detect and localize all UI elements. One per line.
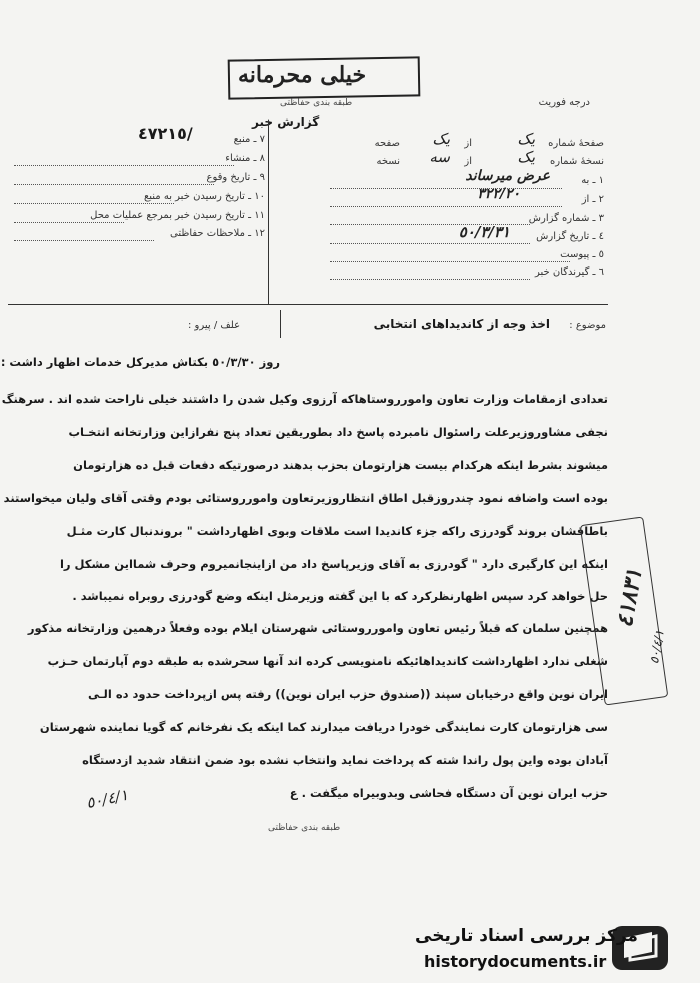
field-from-line <box>330 206 562 207</box>
body-line-9: شغلی ندارد اظهارداشت کاندیداهائیکه نامنویسی کرده اند آنها سحرشده به طبقه دوم آپارتمان حـزب <box>47 654 608 668</box>
field-copy-end: نسخه <box>376 156 400 167</box>
body-line-13: حزب ایران نوین آن دستگاه فحاشی وبدوبیراه میگفت . ع <box>289 786 608 800</box>
field-page-mid: از <box>464 138 472 149</box>
field-page-value: یک <box>517 130 535 148</box>
subject-label: موضوع : <box>569 320 606 331</box>
field-copy-label: نسخهٔ شماره <box>550 156 604 167</box>
subject-divider <box>280 310 281 338</box>
receipt-stamp-number: ٤١٨٣١ <box>611 566 648 630</box>
body-line-10: ایران نوین واقع درخیابان سپند ((صندوق حزب ایران نوین)) رفته پس ازپرداخت حدود ده الـی <box>87 687 608 701</box>
field-report-date-line <box>330 243 530 244</box>
body-line-12: آبادان بوده واین پول راندا شته که پرداخت نماید وانتخاب نشده بود ضمن انتقاد شدید ازدستگاه <box>82 753 608 767</box>
subject-text: اخذ وجه از کاندیداهای انتخابی <box>373 317 550 331</box>
field-local-date-line <box>14 222 124 223</box>
field-page-label: صفحهٔ شماره <box>548 138 604 149</box>
body-line-6: اینکه این کارگیری دارد " گودرزی به آقای وزیرپاسخ داد من ازاینجانمیروم وحرف شمااین مشکل را <box>59 557 608 571</box>
body-line-2: نجفی مشاوروزیرعلت راسئوال نامبرده پاسخ داد بطوریقین تعداد پنج نفرازاین وزارتخانه انتخـاب <box>68 425 608 439</box>
field-source-label: ٧ ـ منبع <box>233 134 265 145</box>
header-column-divider <box>268 120 269 304</box>
field-news-date-label: ١٠ ـ تاریخ رسیدن خبر به منبع <box>143 191 265 202</box>
field-local-date-label: ١١ ـ تاریخ رسیدن خبر بمرجع عملیات محل <box>90 210 265 221</box>
body-line-0: روز ٥٠/٣/٣٠ بکتاش مدیرکل خدمات اظهار داشت : <box>0 355 280 369</box>
footer-classification-label: طبقه بندی حفاظتی <box>268 823 341 833</box>
field-copy-mid: از <box>464 156 472 167</box>
header-divider <box>8 304 608 305</box>
field-from-value: ٣٢٢/٢٠ <box>477 186 520 202</box>
brand-website[interactable]: historydocuments.ir <box>424 952 607 971</box>
field-from-label: ٢ ـ از <box>581 194 604 205</box>
field-copy-of: سه <box>429 148 450 166</box>
body-line-7: حل خواهد کرد سپس اظهارنظرکرد که با این گفته وزیرمثل اینکه وضع گودرزی روبراه نمیباشد . <box>72 589 608 603</box>
classification-stamp-subtitle: طبقه بندی حفاظتی <box>280 98 353 108</box>
field-event-date-line <box>14 184 214 185</box>
body-line-3: میشوند بشرط اینکه هرکدام بیست هزارتومان بحزب بدهند درصورتیکه دفعات قبل ده هزارتومان <box>73 458 608 472</box>
receipt-stamp-date: ٥٠/٤/١ <box>647 629 667 665</box>
field-report-date-value: ٥٠/٣/٣١ <box>458 223 510 241</box>
field-to-value: عرض میرساند <box>465 168 550 184</box>
priority-label: درجه فوریت <box>538 97 590 108</box>
field-report-date-label: ٤ ـ تاریخ گزارش <box>536 231 604 242</box>
field-to-line <box>330 188 562 189</box>
field-recipients-line <box>330 279 530 280</box>
field-origin-label: ٨ ـ منشاء <box>225 153 265 164</box>
field-origin-line <box>14 165 234 166</box>
classification-stamp-title: خیلی محرمانه <box>238 62 367 88</box>
field-news-date-line <box>14 203 174 204</box>
body-line-11: سی هزارتومان کارت نمایندگی خودرا دریافت میدارند کما اینکه یک نفرخانم که گویا نماینده شهرستان <box>39 720 608 734</box>
field-attachment-label: ٥ ـ پیوست <box>560 249 604 260</box>
field-security-notes-line <box>14 240 154 241</box>
field-page-end: صفحه <box>374 138 400 149</box>
field-copy-value: یک <box>517 148 535 166</box>
field-recipients-label: ٦ ـ گیرندگان خبر <box>534 267 604 278</box>
report-title: گزارش خبر <box>252 115 320 129</box>
brand-name-persian: مرکز بررسی اسناد تاریخی <box>415 926 638 946</box>
field-report-number-label: ٣ ـ شماره گزارش <box>528 213 604 224</box>
field-source-value: ٤٧٢١٥/ <box>138 124 193 143</box>
body-line-4: بوده است واضافه نمود چندروزقبل اطاق انتظاروزیرتعاون وامورروستائی بودم وقتی آقای ولیان میخواستند <box>3 491 608 505</box>
field-page-of: یک <box>432 130 450 148</box>
field-security-notes-label: ١٢ ـ ملاحظات حفاظتی <box>170 228 265 239</box>
handwritten-signature-date: ٥٠/٤/١ <box>84 785 130 813</box>
field-event-date-label: ٩ ـ تاریخ وقوع <box>206 172 265 183</box>
subject-reference-label: علف / پیرو : <box>188 320 241 331</box>
body-line-5: باطاقشان بروند گودرزی راکه جزء کاندیدا است ملاقات وبوی اظهارداشت " بروندنبال کارت مثـل <box>66 524 608 538</box>
field-attachment-line <box>330 261 570 262</box>
field-to-label: ١ ـ به <box>581 175 604 186</box>
body-line-8: همچنین سلمان که قبلاً رئیس تعاون وامورروستائی شهرستان ایلام بوده وفعلاً درهمین وزارتخانه مذکور <box>27 621 608 635</box>
body-line-1: تعدادی ازمقامات وزارت تعاون وامورروستاهاکه آرزوی وکیل شدن را داشتند خیلی ناراحت شده اند . سرهنگ <box>1 392 608 406</box>
